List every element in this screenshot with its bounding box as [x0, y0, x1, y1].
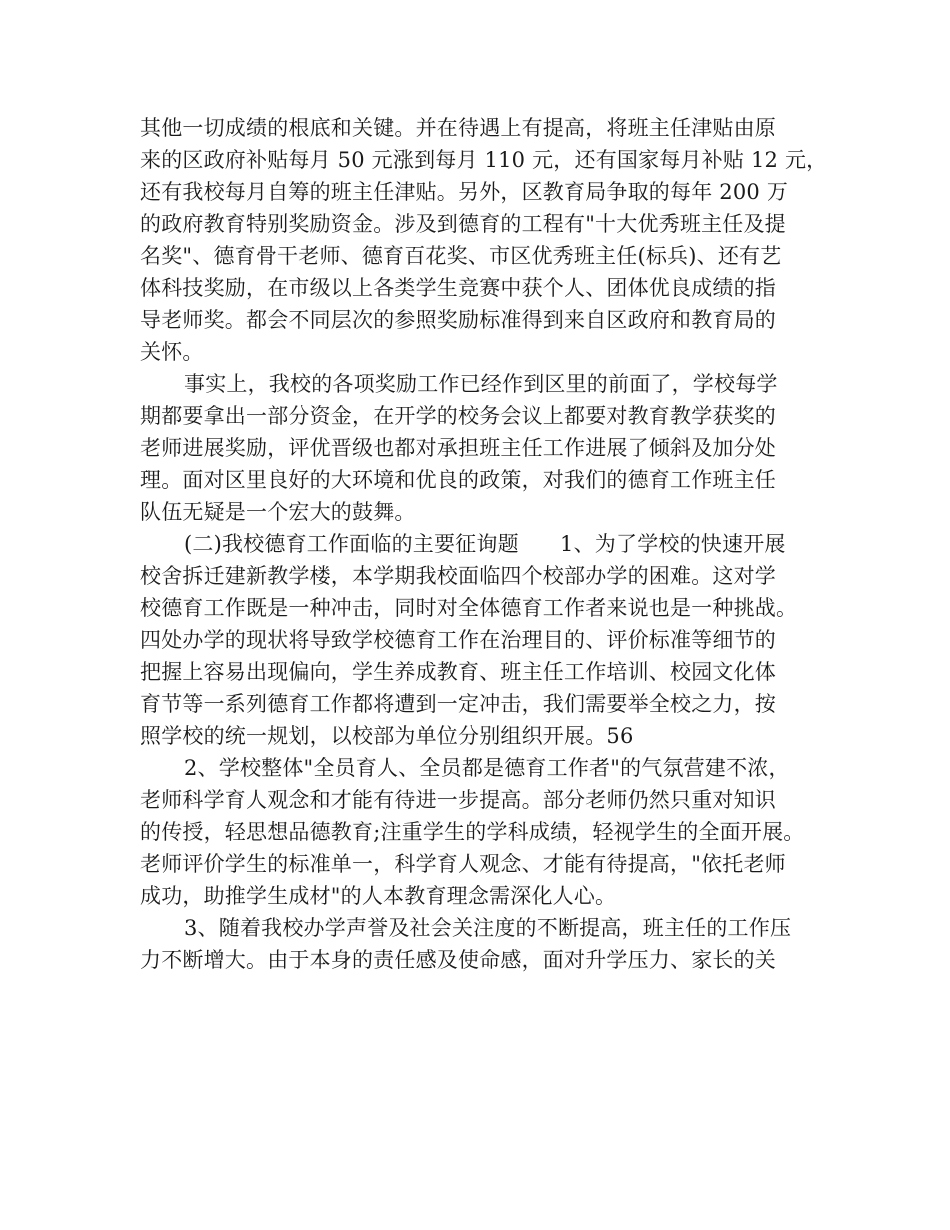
text-line: (二)我校德育工作面临的主要征询题 1、为了学校的快速开展 — [184, 532, 786, 556]
text-line: 名奖"、德育骨干老师、德育百花奖、市区优秀班主任(标兵)、还有艺 — [140, 244, 782, 268]
text-line: 事实上，我校的各项奖励工作已经作到区里的前面了，学校每学 — [184, 372, 778, 396]
document-body — [140, 112, 830, 976]
text-line: 还有我校每月自筹的班主任津贴。另外，区教育局争取的每年 200 万 — [140, 180, 789, 204]
text-line: 力不断增大。由于本身的责任感及使命感，面对升学压力、家长的关 — [140, 948, 776, 972]
text-line: 关怀。 — [140, 340, 204, 364]
text-line: 来的区政府补贴每月 50 元涨到每月 110 元，还有国家每月补贴 12 元， — [140, 148, 828, 172]
text-line: 成功，助推学生成材"的人本教育理念需深化人心。 — [140, 884, 617, 908]
text-line: 照学校的统一规划，以校部为单位分别组织开展。56 — [140, 724, 634, 748]
text-line: 期都要拿出一部分资金，在开学的校务会议上都要对教育教学获奖的 — [140, 404, 776, 428]
text-line: 育节等一系列德育工作都将遭到一定冲击，我们需要举全校之力，按 — [140, 692, 776, 716]
text-line: 老师评价学生的标准单一，科学育人观念、才能有待提高，"依托老师 — [140, 852, 786, 876]
text-line: 把握上容易出现偏向，学生养成教育、班主任工作培训、校园文化体 — [140, 660, 776, 684]
text-line: 的政府教育特别奖励资金。涉及到德育的工程有"十大优秀班主任及提 — [140, 212, 786, 236]
text-line: 校德育工作既是一种冲击，同时对全体德育工作者来说也是一种挑战。 — [140, 596, 798, 620]
text-line: 理。面对区里良好的大环境和优良的政策，对我们的德育工作班主任 — [140, 468, 776, 492]
text-line: 2、学校整体"全员育人、全员都是德育工作者"的气氛营建不浓， — [184, 756, 790, 780]
text-line: 老师科学育人观念和才能有待进一步提高。部分老师仍然只重对知识 — [140, 788, 776, 812]
text-line: 其他一切成绩的根底和关键。并在待遇上有提高，将班主任津贴由原 — [140, 116, 776, 140]
text-line: 3、随着我校办学声誉及社会关注度的不断提高，班主任的工作压 — [184, 916, 792, 940]
text-line: 的传授，轻思想品德教育;注重学生的学科成绩，轻视学生的全面开展。 — [140, 820, 805, 844]
text-line: 老师进展奖励，评优晋级也都对承担班主任工作进展了倾斜及加分处 — [140, 436, 776, 460]
text-line: 队伍无疑是一个宏大的鼓舞。 — [140, 500, 416, 524]
text-line: 校舍拆迁建新教学楼，本学期我校面临四个校部办学的困难。这对学 — [140, 564, 776, 588]
text-line: 四处办学的现状将导致学校德育工作在治理目的、评价标准等细节的 — [140, 628, 776, 652]
text-line: 导老师奖。都会不同层次的参照奖励标准得到来自区政府和教育局的 — [140, 308, 776, 332]
text-line: 体科技奖励，在市级以上各类学生竞赛中获个人、团体优良成绩的指 — [140, 276, 776, 300]
